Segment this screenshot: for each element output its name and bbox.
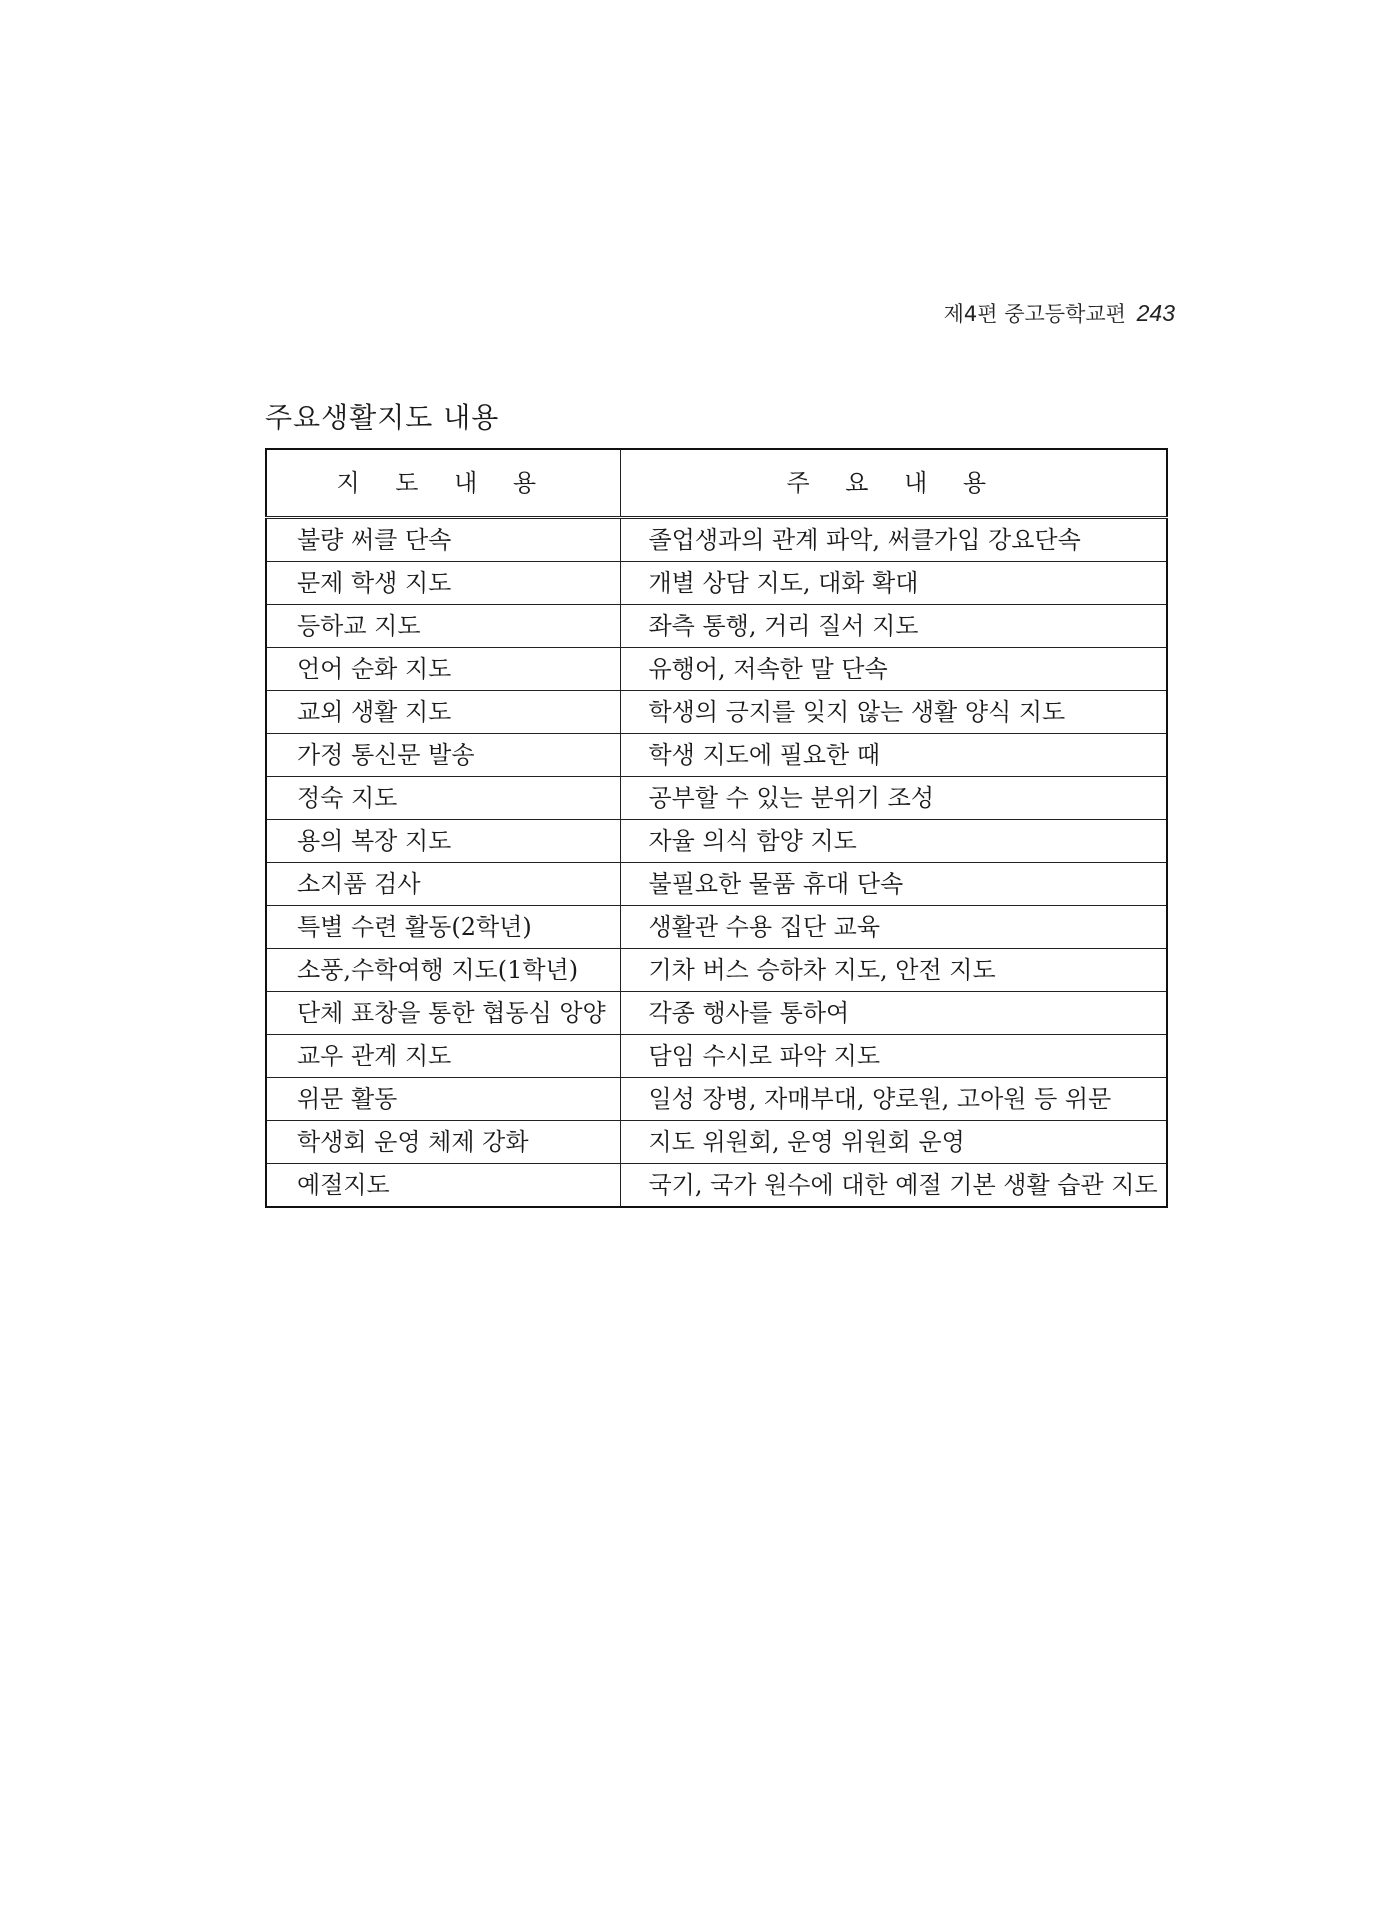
table-row	[266, 906, 1167, 949]
table-header-row	[266, 449, 1167, 518]
table-row	[266, 734, 1167, 777]
running-header	[900, 298, 1175, 328]
section-title: 주요생활지도 내용	[265, 401, 500, 434]
row-guidance-item: 등하교 지도	[266, 605, 620, 648]
table-row	[266, 562, 1167, 605]
table-row	[266, 992, 1167, 1035]
table-row	[266, 777, 1167, 820]
row-main-content: 공부할 수 있는 분위기 조성	[620, 777, 1167, 820]
row-guidance-item: 언어 순화 지도	[266, 648, 620, 691]
table-row	[266, 605, 1167, 648]
row-main-content: 지도 위원회, 운영 위원회 운영	[620, 1121, 1167, 1164]
row-guidance-item: 교외 생활 지도	[266, 691, 620, 734]
row-main-content: 좌측 통행, 거리 질서 지도	[620, 605, 1167, 648]
table-row	[266, 1164, 1167, 1208]
row-main-content: 개별 상담 지도, 대화 확대	[620, 562, 1167, 605]
table-row	[266, 518, 1167, 562]
row-guidance-item: 정숙 지도	[266, 777, 620, 820]
table-row	[266, 691, 1167, 734]
row-main-content: 담임 수시로 파악 지도	[620, 1035, 1167, 1078]
table-row	[266, 1121, 1167, 1164]
row-guidance-item: 학생회 운영 체제 강화	[266, 1121, 620, 1164]
row-guidance-item: 특별 수련 활동(2학년)	[266, 906, 620, 949]
row-main-content: 유행어, 저속한 말 단속	[620, 648, 1167, 691]
row-guidance-item: 소풍,수학여행 지도(1학년)	[266, 949, 620, 992]
row-guidance-item: 불량 써클 단속	[266, 518, 620, 562]
row-main-content: 불필요한 물품 휴대 단속	[620, 863, 1167, 906]
row-guidance-item: 용의 복장 지도	[266, 820, 620, 863]
row-main-content: 생활관 수용 집단 교육	[620, 906, 1167, 949]
table-row	[266, 863, 1167, 906]
row-main-content: 학생의 긍지를 잊지 않는 생활 양식 지도	[620, 691, 1167, 734]
header-main-content	[620, 449, 1167, 518]
row-main-content: 학생 지도에 필요한 때	[620, 734, 1167, 777]
row-main-content: 졸업생과의 관계 파악, 써클가입 강요단속	[620, 518, 1167, 562]
table-row	[266, 1078, 1167, 1121]
row-guidance-item: 문제 학생 지도	[266, 562, 620, 605]
table-row	[266, 1035, 1167, 1078]
header-guidance-content	[266, 449, 620, 518]
header-guidance-content-label: 지 도 내 용	[336, 469, 551, 497]
table-row	[266, 949, 1167, 992]
row-guidance-item: 단체 표창을 통한 협동심 앙양	[266, 992, 620, 1035]
guidance-table	[265, 448, 1168, 1208]
row-guidance-item: 위문 활동	[266, 1078, 620, 1121]
row-main-content: 각종 행사를 통하여	[620, 992, 1167, 1035]
row-main-content: 기차 버스 승하차 지도, 안전 지도	[620, 949, 1167, 992]
page-number: 243	[1136, 300, 1175, 326]
running-header-text: 제4편 중고등학교편	[943, 302, 1126, 326]
row-guidance-item: 예절지도	[266, 1164, 620, 1208]
row-guidance-item: 소지품 검사	[266, 863, 620, 906]
row-main-content: 자율 의식 함양 지도	[620, 820, 1167, 863]
row-guidance-item: 가정 통신문 발송	[266, 734, 620, 777]
header-main-content-label: 주 요 내 용	[786, 469, 1001, 497]
row-main-content: 국기, 국가 원수에 대한 예절 기본 생활 습관 지도	[620, 1164, 1167, 1208]
row-guidance-item: 교우 관계 지도	[266, 1035, 620, 1078]
row-main-content: 일성 장병, 자매부대, 양로원, 고아원 등 위문	[620, 1078, 1167, 1121]
table-row	[266, 820, 1167, 863]
table-row	[266, 648, 1167, 691]
